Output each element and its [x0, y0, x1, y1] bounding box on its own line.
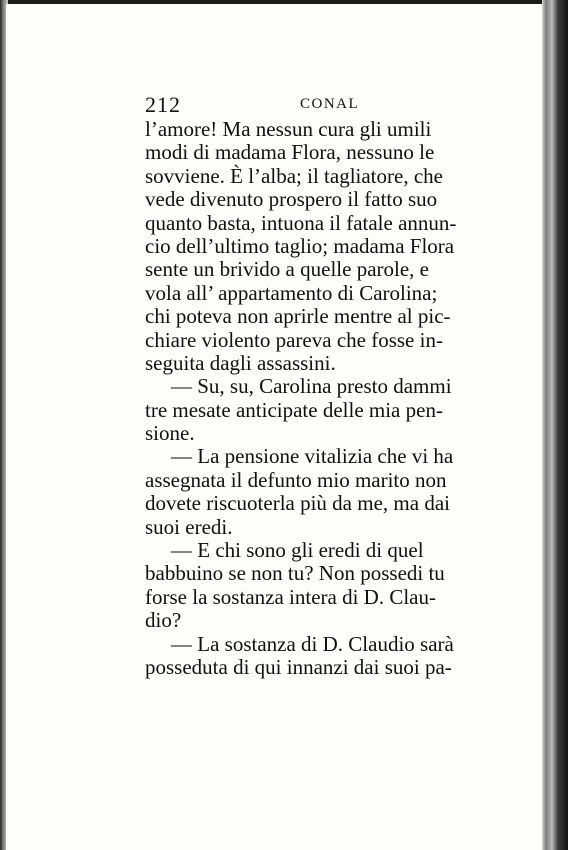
text-line: l’amore! Ma nessun cura gli umili [145, 117, 432, 141]
text-line: modi di madama Flora, nessuno le [145, 140, 435, 165]
text-line: chi poteva non aprirle mentre al pic- [145, 304, 451, 329]
text-line: dio? [145, 608, 182, 633]
text-line: posseduta di qui innanzi dai suoi pa- [145, 654, 452, 679]
dialogue-line: — La pensione vitalizia che vi ha [171, 444, 454, 469]
text-line: vede divenuto prospero il fatto suo [145, 187, 438, 212]
text-line: seguita dagli assassini. [145, 350, 336, 375]
text-line: babbuino se non tu? Non possedi tu [145, 561, 445, 586]
text-line: tre mesate anticipate delle mia pen- [145, 397, 443, 422]
dialogue-line: — La sostanza di D. Claudio sarà [171, 631, 454, 656]
page-header [145, 92, 515, 116]
text-line: suoi eredi. [145, 514, 233, 539]
text-line: sente un brivido a quelle parole, e [145, 257, 429, 282]
text-line: quanto basta, intuona il fatale annun- [145, 210, 457, 235]
dialogue-line: — Su, su, Carolina presto dammi [171, 374, 452, 399]
text-line: dovete riscuoterla più da me, ma dai [145, 491, 450, 516]
running-head: CONAL [300, 96, 360, 112]
text-line: cio dell’ultimo taglio; madama Flora [145, 233, 455, 258]
text-line: forse la sostanza intera di D. Clau- [145, 584, 436, 609]
text-line: sione. [145, 421, 195, 446]
text-line: chiare violento pareva che fosse in- [145, 327, 443, 352]
dialogue-line: — E chi sono gli eredi di quel [171, 538, 424, 563]
body-text [145, 118, 515, 679]
text-line: sovviene. È l’alba; il tagliatore, che [145, 163, 443, 188]
text-line: assegnata il defunto mio marito non [145, 467, 447, 492]
book-spine-edge [542, 0, 568, 850]
text-line: vola all’ appartamento di Carolina; [145, 280, 438, 305]
page-number: 212 [145, 92, 181, 117]
